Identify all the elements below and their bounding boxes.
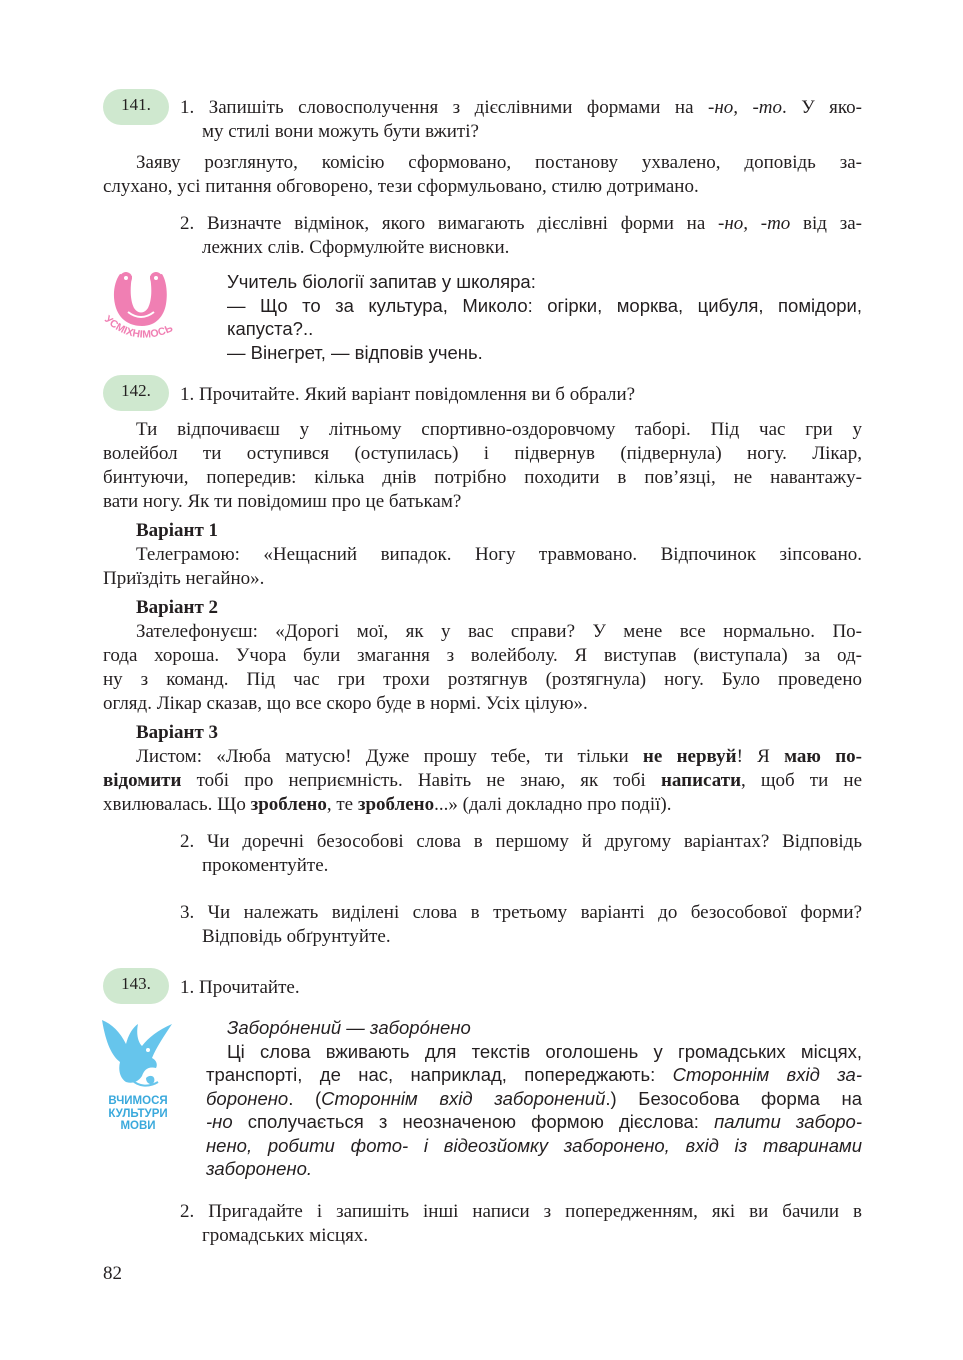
ex142-intro: Ти відпочиваєш у літньому спортивно-оздоровчому таборі. Під час гри у волейбол ти оступився (оступилась) і підвернув (підвернула) ногу. Лікар, бинтуючи, попередив: кілька днів потрібно походити в пов’язці, не навантажу- вати ногу. Як ти повідомиш про це батькам? (103, 419, 862, 512)
variant-3-title: Варіант 3 (136, 722, 219, 743)
ex142-task3: 3. Чи належать виділені слова в третьому варіанті до безособової форми? Відповідь обґрунтуйте. (180, 902, 862, 947)
variant-1-title: Варіант 1 (136, 520, 219, 541)
exercise-number-141: 141. (103, 89, 169, 125)
ex141-task1: 1. Запишіть словосполучення з дієслівними формами на -но, -то. У яко- му стилі вони можуть бути вжиті? (180, 97, 862, 142)
ex143-task1: 1. Прочитайте. (180, 977, 300, 998)
badge-label-line-2: КУЛЬТУРИ (108, 1107, 168, 1120)
smile-badge (98, 268, 188, 352)
culture-note: Заборóнений — заборóнено Ці слова вживають для текстів оголошень у громадських місцях, транспорті, де нас, наприклад, попереджають: Стороннім вхід за- боронено. (Стороннім вхід заборонений.) Безособова форма на -но сполучається з неозначеною формою дієслова: палити заборо- нено, робити фото- і відеозйомку заборонено, вхід із тваринами заборонено. (194, 1016, 862, 1181)
smile-icon (98, 268, 188, 352)
bird-icon (98, 1016, 178, 1090)
ex142-task2: 2. Чи доречні безособові слова в першому й другому варіантах? Відповідь прокоментуйте. (180, 831, 862, 876)
page-number: 82 (103, 1263, 122, 1284)
culture-note-heading: Заборóнений — заборóнено (227, 1017, 471, 1038)
badge-label-line-3: МОВИ (120, 1120, 156, 1132)
badge-label-line-1: ВЧИМОСЯ (108, 1095, 168, 1107)
exercise-number-143: 143. (103, 968, 169, 1004)
variant-3: Варіант 3 Листом: «Люба матусю! Дуже прошу тебе, ти тільки не нервуй! Я маю по- відомити тобі про неприємність. Навіть не знаю, як тобі написати, щоб ти не хвилювалась. Що зроблено, те зроблено...» (далі докладно про події). (103, 722, 863, 815)
smile-badge-label: УСМІХНІМОСЬ (102, 313, 175, 341)
exercise-number-142: 142. (103, 375, 169, 411)
joke-text: Учитель біології запитав у школяра: — Що то за культура, Миколо: огірки, морква, цибуля, помідори, капуста?.. — Вінегрет, — відповів учень. (227, 271, 862, 363)
variant-2: Варіант 2 Зателефонуєш: «Дорогі мої, як у вас справи? У мене все нормально. По- года хороша. Учора були змагання з волейболу. Я виступав (виступала) за од- ну з команд. Під час гри трохи розтягнув (розтягнула) ногу. Було проведено огляд. Лікар сказав, що все скоро буде в нормі. Усіх цілую». (103, 597, 862, 714)
variant-2-title: Варіант 2 (136, 597, 219, 618)
ex141-text: Заяву розглянуто, комісію сформовано, постанову ухвалено, доповідь за- слухано, усі питання обговорено, тези сформульовано, стилю дотримано. (103, 152, 862, 197)
ex143-task2: 2. Пригадайте і запишіть інші написи з попередженням, які ви бачили в громадських місцях. (180, 1201, 862, 1246)
ex141-task2: 2. Визначте відмінок, якого вимагають дієслівні форми на -но, -то від за- лежних слів. Сформулюйте висновки. (180, 213, 862, 258)
variant-1: Варіант 1 Телеграмою: «Нещасний випадок. Ногу травмовано. Відпочинок зіпсовано. Приїздіть негайно». (103, 520, 862, 589)
language-culture-badge (98, 1016, 178, 1130)
ex142-task1: 1. Прочитайте. Який варіант повідомлення ви б обрали? (180, 384, 636, 405)
